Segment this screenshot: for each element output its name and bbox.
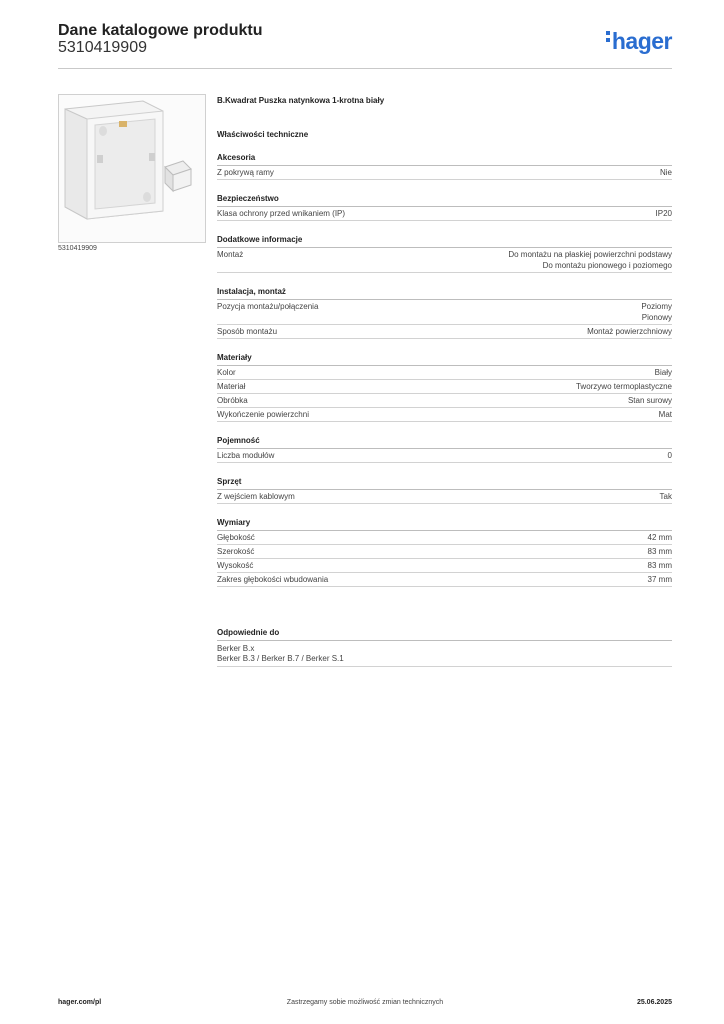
section-title: Akcesoria [217, 152, 672, 166]
property-value [668, 450, 672, 461]
property-label: Z wejściem kablowym [217, 492, 295, 501]
property-section [217, 286, 672, 339]
property-label: Materiał [217, 382, 246, 391]
section-title: Pojemność [217, 435, 672, 449]
property-section [217, 352, 672, 422]
property-value-line: 83 mm [647, 547, 672, 556]
property-value [587, 326, 672, 337]
property-value-line: 83 mm [647, 561, 672, 570]
property-label: Klasa ochrony przed wnikaniem (IP) [217, 209, 346, 218]
property-value [648, 560, 672, 571]
footer-website: hager.com/pl [58, 999, 102, 1006]
property-value [648, 532, 672, 543]
image-caption: 5310419909 [58, 245, 97, 252]
footer-date: 25.06.2025 [636, 999, 672, 1006]
surface-box-illustration-icon [59, 95, 205, 242]
hager-logo [606, 28, 672, 55]
property-label: Zakres głębokości wbudowania [217, 575, 329, 584]
property-row [217, 573, 672, 587]
property-row [217, 366, 672, 380]
property-row [217, 248, 672, 273]
property-label: Szerokość [217, 547, 255, 556]
property-label: Głębokość [217, 533, 255, 542]
property-value [648, 574, 672, 585]
property-row [217, 408, 672, 422]
property-row [217, 559, 672, 573]
property-row [217, 207, 672, 221]
product-image [58, 94, 206, 243]
suitable-for-list [217, 641, 672, 667]
property-row [217, 490, 672, 504]
logo-text: hager [611, 28, 672, 54]
property-section [217, 435, 672, 463]
product-details [217, 96, 672, 667]
property-value-line: 42 mm [647, 533, 672, 542]
property-value [660, 491, 672, 502]
suitable-item: Berker B.x [217, 644, 255, 653]
property-value-line: 37 mm [647, 575, 672, 584]
property-value [656, 208, 672, 219]
page-header [58, 22, 672, 69]
property-value [641, 301, 672, 323]
property-label: Kolor [217, 368, 236, 377]
property-value-line: Pionowy [641, 313, 672, 322]
property-section [217, 234, 672, 273]
property-section [217, 517, 672, 587]
property-label: Obróbka [217, 396, 248, 405]
footer-note: Zastrzegamy sobie możliwość zmian technicznych [286, 999, 444, 1006]
product-name: B.Kwadrat Puszka natynkowa 1-krotna biały [217, 96, 385, 105]
section-title: Materiały [217, 352, 672, 366]
property-value [648, 546, 672, 557]
property-row [217, 545, 672, 559]
property-value-line: Do montażu na płaskiej powierzchni podstawy [508, 250, 672, 259]
property-value-line: Do montażu pionowego i poziomego [542, 261, 672, 270]
section-title: Dodatkowe informacje [217, 234, 672, 248]
suitable-for-section [217, 627, 672, 667]
section-title: Sprzęt [217, 476, 672, 490]
property-value [659, 409, 672, 420]
property-value [576, 381, 672, 392]
properties-list [217, 152, 672, 587]
property-row [217, 166, 672, 180]
property-value-line: Stan surowy [627, 396, 672, 405]
property-row [217, 531, 672, 545]
product-number: 5310419909 [58, 39, 147, 56]
property-value-line: IP20 [655, 209, 672, 218]
property-label: Montaż [217, 250, 244, 259]
property-value-line: Biały [654, 368, 672, 377]
logo-dots-icon [606, 31, 610, 45]
property-label: Z pokrywą ramy [217, 168, 274, 177]
property-label: Liczba modułów [217, 451, 275, 460]
technical-properties-title: Właściwości techniczne [217, 130, 309, 139]
property-section [217, 193, 672, 221]
property-row [217, 300, 672, 325]
section-title: Instalacja, montaż [217, 286, 672, 300]
property-value [655, 367, 672, 378]
property-label: Pozycja montażu/połączenia [217, 302, 319, 311]
property-section [217, 476, 672, 504]
suitable-for-title: Odpowiednie do [217, 627, 672, 641]
property-row [217, 380, 672, 394]
property-row [217, 449, 672, 463]
property-value-line: Tak [659, 492, 672, 501]
section-title: Bezpieczeństwo [217, 193, 672, 207]
property-label: Wykończenie powierzchni [217, 410, 309, 419]
property-section [217, 152, 672, 180]
property-value [660, 167, 672, 178]
property-value-line: Nie [659, 168, 672, 177]
page-title: Dane katalogowe produktu [58, 22, 263, 39]
property-value-line: Tworzywo termoplastyczne [575, 382, 672, 391]
property-row [217, 325, 672, 339]
property-value [508, 249, 672, 271]
suitable-item: Berker B.3 / Berker B.7 / Berker S.1 [217, 654, 344, 663]
property-value-line: Montaż powierzchniowy [587, 327, 672, 336]
property-value-line: Poziomy [641, 302, 672, 311]
property-label: Sposób montażu [217, 327, 278, 336]
property-label: Wysokość [217, 561, 254, 570]
property-value [628, 395, 672, 406]
property-value-line: 0 [667, 451, 672, 460]
property-value-line: Mat [658, 410, 672, 419]
page-footer [58, 999, 672, 1009]
property-row [217, 394, 672, 408]
section-title: Wymiary [217, 517, 672, 531]
